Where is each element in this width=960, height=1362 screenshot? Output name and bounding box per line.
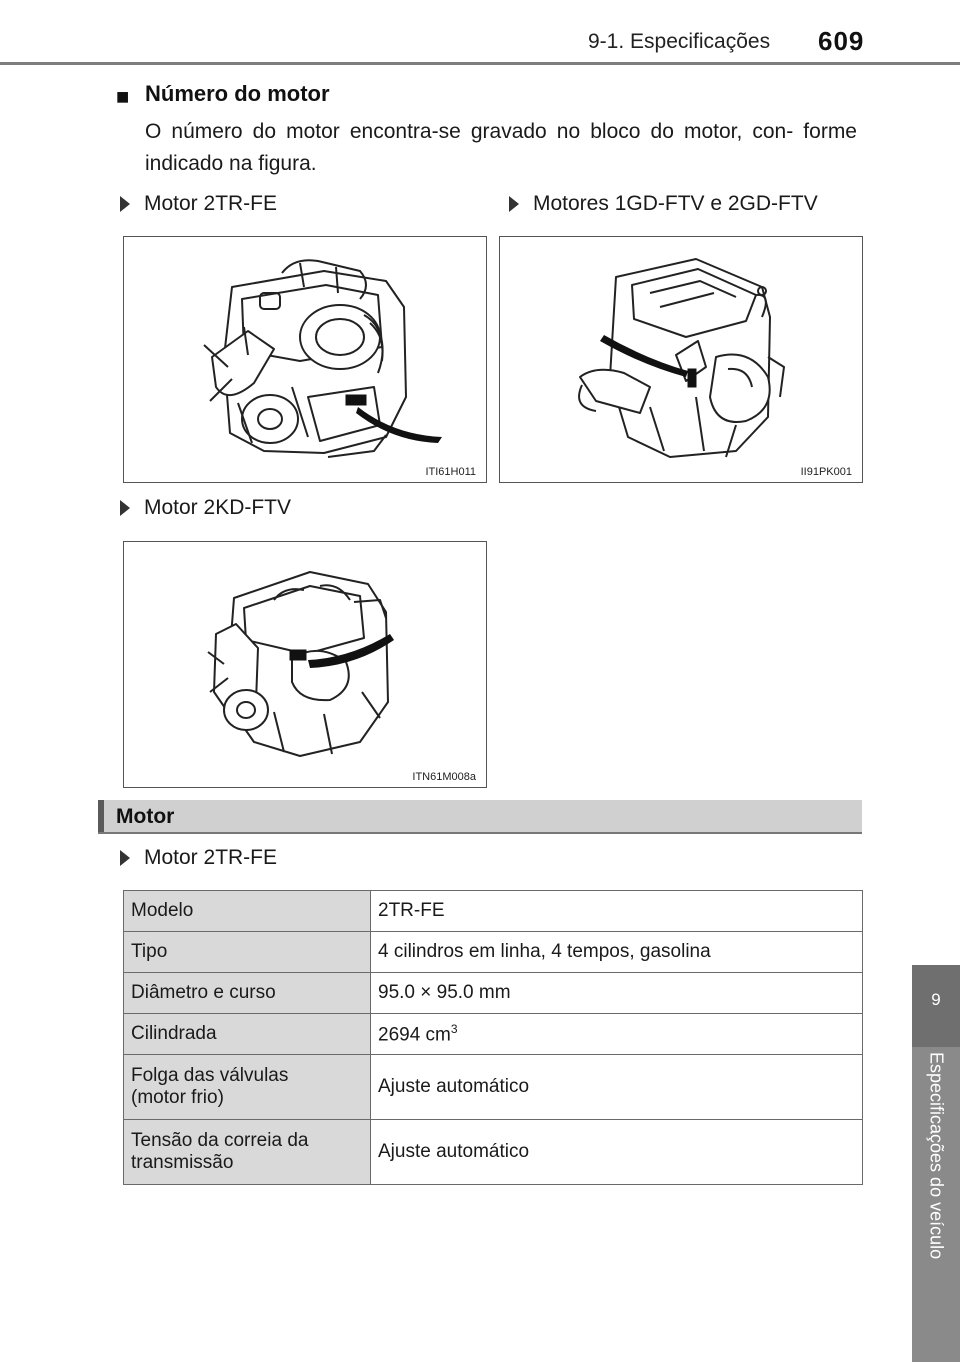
table-row	[124, 1055, 863, 1120]
table-row	[124, 1120, 863, 1185]
section-band-rule	[98, 832, 862, 834]
chapter-number: 9	[931, 990, 941, 1009]
spec-value: Ajuste automático	[371, 1120, 863, 1185]
figure-caption-gd	[509, 192, 818, 216]
section-heading: 9-1. Especificações	[588, 30, 771, 53]
engine-drawing-2kd	[124, 542, 486, 787]
spec-key-line: Folga das válvulas	[131, 1065, 289, 1086]
section-band-accent	[98, 800, 104, 834]
figure-code: ITN61M008a	[412, 771, 476, 783]
spec-key	[124, 1055, 371, 1120]
table-row	[124, 891, 863, 932]
spec-key: Diâmetro e curso	[124, 973, 371, 1014]
engine-drawing-gd	[500, 237, 862, 482]
header-rule	[0, 62, 960, 65]
figure-caption-2kd	[120, 496, 291, 520]
engine-number-heading: Número do motor	[145, 81, 330, 106]
figure-code: II91PK001	[800, 466, 852, 478]
spec-key-line: transmissão	[131, 1152, 234, 1173]
triangle-bullet-icon	[120, 850, 130, 866]
figure-caption-label: Motores 1GD-FTV e 2GD-FTV	[533, 192, 818, 215]
spec-key: Tipo	[124, 932, 371, 973]
table-caption	[120, 846, 277, 870]
spec-key-line: (motor frio)	[131, 1087, 224, 1108]
section-title: Motor	[116, 805, 175, 828]
engine-figure-2tr	[123, 236, 487, 483]
table-caption-label: Motor 2TR-FE	[144, 846, 278, 869]
triangle-bullet-icon	[509, 196, 519, 212]
page-number: 609	[818, 26, 865, 56]
engine-figure-gd	[499, 236, 863, 483]
engine-spec-table	[123, 890, 863, 1185]
engine-figure-2kd	[123, 541, 487, 788]
spec-key	[124, 1120, 371, 1185]
spec-value-text: 2694 cm	[378, 1024, 451, 1046]
spec-value	[371, 1014, 863, 1055]
spec-value: 4 cilindros em linha, 4 tempos, gasolina	[371, 932, 863, 973]
heading-square-icon: ■	[116, 84, 130, 109]
spec-value: Ajuste automático	[371, 1055, 863, 1120]
section-band	[98, 800, 862, 834]
table-row	[124, 932, 863, 973]
figure-code: ITI61H011	[425, 466, 476, 478]
table-row	[124, 973, 863, 1014]
chapter-label: Especificações do veículo	[926, 1052, 947, 1260]
spec-value: 2TR-FE	[371, 891, 863, 932]
triangle-bullet-icon	[120, 500, 130, 516]
spec-key: Cilindrada	[124, 1014, 371, 1055]
table-row	[124, 1014, 863, 1055]
engine-number-text: O número do motor encontra-se gravado no bloco do motor, con- forme indicado na figura.	[145, 120, 857, 175]
unit-superscript: 3	[450, 1021, 458, 1036]
triangle-bullet-icon	[120, 196, 130, 212]
figure-caption-2tr	[120, 192, 277, 216]
spec-key: Modelo	[124, 891, 371, 932]
spec-key-line: Tensão da correia da	[131, 1130, 309, 1151]
spec-value: 95.0 × 95.0 mm	[371, 973, 863, 1014]
engine-drawing-2tr	[124, 237, 486, 482]
figure-caption-label: Motor 2TR-FE	[144, 192, 278, 215]
figure-caption-label: Motor 2KD-FTV	[144, 496, 292, 519]
